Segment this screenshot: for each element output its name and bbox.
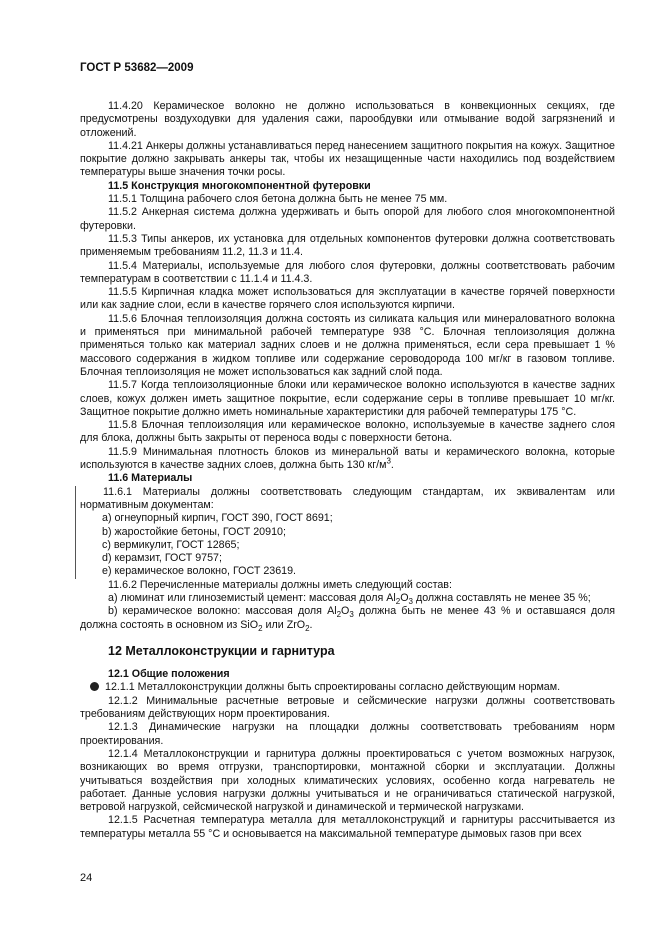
- text: должна быть не менее 43 % и оставшаяся доля должна состоять в основном из SiO: [80, 605, 615, 631]
- page-body: [80, 100, 615, 841]
- document-header: ГОСТ Р 53682—2009: [80, 62, 194, 74]
- paragraph-11-5-2: 11.5.2 Анкерная система должна удерживать и быть опорой для любого слоя многокомпонентной футеровки.: [80, 206, 615, 232]
- subscript: 2: [258, 623, 263, 633]
- list-item: а) огнеупорный кирпич, ГОСТ 390, ГОСТ 8691;: [102, 512, 333, 525]
- bullet-icon: [90, 682, 99, 691]
- subscript: 3: [349, 610, 354, 620]
- paragraph-11-5-7: 11.5.7 Когда теплоизоляционные блоки или керамическое волокно используются в качестве задних слоев, кожух должен иметь защитное покрытие, если содержание серы в топливе превышает 10 мг/кг. Защитное покрытие должно иметь номинальные характеристики для рабочей температуры 175 °С.: [80, 379, 615, 418]
- list-item: с) вермикулит, ГОСТ 12865;: [102, 538, 240, 551]
- paragraph-11-6-2-a: [80, 592, 615, 605]
- superscript: 3: [386, 456, 391, 466]
- text: O: [341, 605, 350, 618]
- paragraph-12-1-5: 12.1.5 Расчетная температура металла для металлоконструкций и гарнитуры рассчитывается из температуры металла 55 °С и основывается на максимальной температуре дымовых газов при всех: [80, 814, 615, 840]
- text: .: [309, 618, 313, 631]
- subscript: 2: [305, 623, 310, 633]
- page-number: 24: [80, 872, 93, 884]
- text: должна составлять не менее 35 %;: [413, 591, 591, 604]
- paragraph-12-1-4: 12.1.4 Металлоконструкции и гарнитура должны проектироваться с учетом возможных нагрузок, возникающих во время отгрузки, транспортировки, монтажной сборки и эксплуатации. Должны учитываться воздействия при холодных климатических условиях, особенно когда нагреватель не работает. Данные условия нагрузки должны учитываться и не ограничиваться статической нагрузкой, ветровой нагрузкой, сейсмической нагрузкой и динамической и термической нагрузками.: [80, 747, 615, 814]
- paragraph-11-5-1: 11.5.1 Толщина рабочего слоя бетона должна быть не менее 75 мм.: [108, 193, 448, 206]
- period: .: [390, 459, 394, 472]
- text: O: [400, 591, 409, 604]
- paragraph-12-1-1-text: 12.1.1 Металлоконструкции должны быть спроектированы согласно действующим нормам.: [105, 681, 561, 694]
- paragraph-12-1-2: 12.1.2 Минимальные расчетные ветровые и сейсмические нагрузки должны соответствовать требованиям действующих норм проектирования.: [80, 694, 615, 721]
- section-heading-11-5: 11.5 Конструкция многокомпонентной футеровки: [108, 179, 371, 192]
- subscript: 2: [336, 610, 342, 620]
- paragraph-11-6-1: 11.6.1 Материалы должны соответствовать следующим стандартам, их эквивалентам или нормативным документам:: [80, 485, 615, 511]
- list-item: е) керамическое волокно, ГОСТ 23619.: [102, 565, 297, 578]
- paragraph-11-5-3: 11.5.3 Типы анкеров, их установка для отдельных компонентов футеровки должна соответствовать применяемым требованиям 11.2, 11.3 и 11.4.: [80, 232, 615, 259]
- paragraph-12-1-1: [80, 681, 615, 694]
- paragraph-11-5-9-text: 11.5.9 Минимальная плотность блоков из минеральной ваты и керамического волокна, которые используются в качестве задних слоев, должна быть 130 кг/м: [80, 445, 615, 472]
- subscript: 2: [395, 597, 401, 607]
- text: а) люминат или глиноземистый цемент: массовая доля Al: [108, 591, 396, 604]
- subscript: 3: [408, 597, 413, 607]
- paragraph-11-4-20: 11.4.20 Керамическое волокно не должно использоваться в конвекционных секциях, где предусмотрены воздуходувки для удаления сажи, парообдувки или отмывание водой загрязнений и отложений.: [80, 100, 615, 139]
- paragraph-11-5-4: 11.5.4 Материалы, используемые для любого слоя футеровки, должны соответствовать рабочим температурам в соответствии с 11.1.4 и 11.4.3.: [80, 259, 615, 285]
- paragraph-11-6-2: 11.6.2 Перечисленные материалы должны иметь следующий состав:: [108, 578, 452, 591]
- paragraph-11-5-8: 11.5.8 Блочная теплоизоляция или керамическое волокно, используемые в качестве заднего слоя для блока, должны быть закрыты от переноса воды с поверхности бетона.: [80, 419, 615, 445]
- chapter-heading-12: 12 Металлоконструкции и гарнитура: [108, 643, 335, 658]
- paragraph-11-5-5: 11.5.5 Кирпичная кладка может использоваться для эксплуатации в качестве горячей поверхности или как задние слои, если в качестве горячего слоя используются кирпичи.: [80, 286, 615, 312]
- section-heading-12-1: 12.1 Общие положения: [108, 668, 230, 681]
- text: или ZrO: [262, 618, 306, 631]
- section-heading-11-6: 11.6 Материалы: [108, 472, 193, 485]
- paragraph-12-1-3: 12.1.3 Динамические нагрузки на площадки должны соответствовать требованиям норм проектирования.: [80, 721, 615, 747]
- text: b) керамическое волокно: массовая доля Al: [108, 605, 337, 618]
- paragraph-11-5-9: [80, 446, 615, 473]
- paragraph-11-4-21: 11.4.21 Анкеры должны устанавливаться перед нанесением защитного покрытия на кожух. Защитное покрытие должно закрывать анкеры так, чтобы их незащищенные части находились под воздействием температуры выше значения точки росы.: [80, 139, 615, 179]
- list-item: b) жаростойкие бетоны, ГОСТ 20910;: [102, 525, 286, 538]
- list-item: d) керамзит, ГОСТ 9757;: [102, 552, 222, 565]
- change-bar-block: [75, 486, 615, 579]
- paragraph-11-6-2-b: [80, 605, 615, 632]
- paragraph-11-5-6: 11.5.6 Блочная теплоизоляция должна состоять из силиката кальция или минераловатного волокна и применяться при минимальной рабочей температуре 938 °С. Блочная теплоизоляция должна применяться только как материал задних слоев и не должна применяться, если сера превышает 1 % массового содержания в жидком топливе или содержание сероводорода 100 мг/кг в газовом топливе. Блочная теплоизоляция не может использоваться как задний слой пода.: [80, 312, 615, 378]
